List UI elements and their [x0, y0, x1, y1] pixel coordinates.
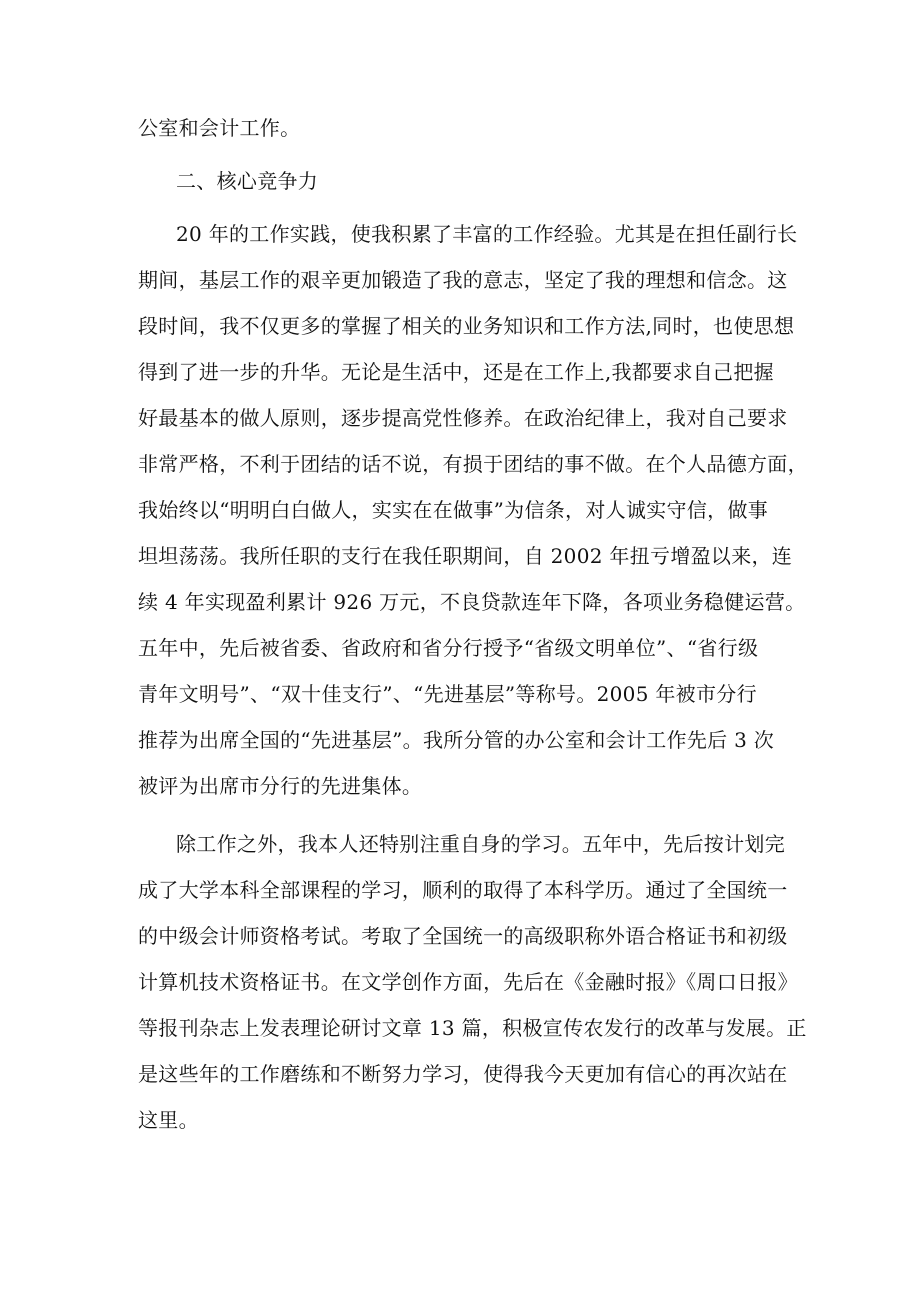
- body-line: 好最基本的做人原则，逐步提高党性修养。在政治纪律上，我对自己要求: [138, 406, 788, 430]
- body-line: 得到了进一步的升华。无论是生活中，还是在工作上,我都要求自己把握: [138, 360, 774, 384]
- body-line: 这里。: [138, 1108, 199, 1132]
- body-line: 推荐为出席全国的“先进基层”。我所分管的办公室和会计工作先后 3 次: [138, 728, 775, 752]
- body-line: 非常严格，不利于团结的话不说，有损于团结的事不做。在个人品德方面，: [138, 452, 808, 476]
- body-line: 青年文明号”、“双十佳支行”、“先进基层”等称号。2005 年被市分行: [138, 682, 757, 706]
- body-line: 段时间，我不仅更多的掌握了相关的业务知识和工作方法,同时，也使思想: [138, 314, 795, 338]
- body-line: 公室和会计工作。: [138, 116, 301, 140]
- body-line: 被评为出席市分行的先进集体。: [138, 774, 423, 798]
- body-line: 我始终以“明明白白做人，实实在在做事”为信条，对人诚实守信，做事: [138, 498, 769, 522]
- body-line: 是这些年的工作磨练和不断努力学习，使得我今天更加有信心的再次站在: [138, 1062, 788, 1086]
- body-line: 等报刊杂志上发表理论研讨文章 13 篇，积极宣传农发行的改革与发展。正: [138, 1016, 807, 1040]
- body-line: 的中级会计师资格考试。考取了全国统一的高级职称外语合格证书和初级: [138, 924, 788, 948]
- body-line: 20 年的工作实践，使我积累了丰富的工作经验。尤其是在担任副行长: [176, 222, 798, 246]
- body-line: 除工作之外，我本人还特别注重自身的学习。五年中，先后按计划完: [176, 832, 785, 856]
- body-line: 五年中，先后被省委、省政府和省分行授予“省级文明单位”、“省行级: [138, 636, 759, 660]
- body-line: 计算机技术资格证书。在文学创作方面，先后在《金融时报》《周口日报》: [138, 970, 798, 994]
- body-line: 续 4 年实现盈利累计 926 万元，不良贷款连年下降，各项业务稳健运营。: [138, 590, 806, 614]
- body-line: 成了大学本科全部课程的学习，顺利的取得了本科学历。通过了全国统一: [138, 878, 788, 902]
- body-line: 期间，基层工作的艰辛更加锻造了我的意志，坚定了我的理想和信念。这: [138, 268, 788, 292]
- section-heading: 二、核心竞争力: [176, 169, 319, 193]
- body-line: 坦坦荡荡。我所任职的支行在我任职期间，自 2002 年扭亏增盈以来，连: [138, 544, 793, 568]
